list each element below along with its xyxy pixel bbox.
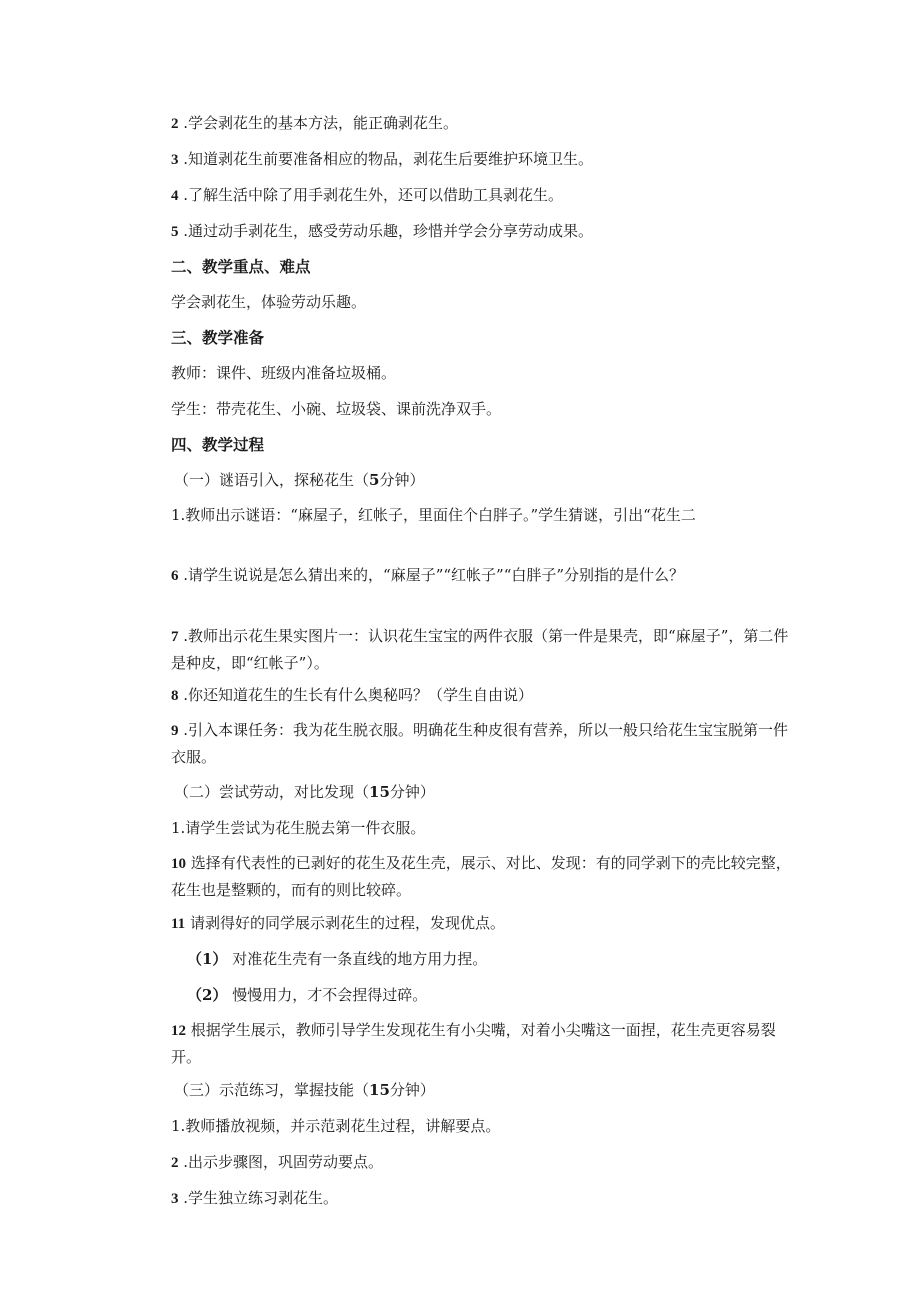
prep-student: 学生：带壳花生、小碗、垃圾袋、课前洗净双手。 [171, 400, 502, 418]
part3-step1: 1.教师播放视频，并示范剥花生过程，讲解要点。 [171, 1117, 501, 1135]
item-text: .学会剥花生的基本方法，能正确剥花生。 [178, 114, 459, 132]
part3-heading-minutes: 15 [369, 1081, 390, 1099]
sub-number: （2） [187, 986, 228, 1004]
part1-heading-post: 分钟） [379, 471, 425, 489]
item-number: 11 [171, 916, 186, 932]
objective-4 [171, 186, 791, 205]
part1-step1-text: 1.教师出示谜语：“麻屋子，红帐子，里面住个白胖子。”学生猜谜，引出“花生二 [171, 506, 696, 524]
item-text: 根据学生展示，教师引导学生发现花生有小尖嘴，对着小尖嘴这一面捏，花生壳更容易裂开。 [171, 1021, 776, 1066]
part2-step1: 1.请学生尝试为花生脱去第一件衣服。 [171, 819, 426, 837]
item-text: .请学生说说是怎么猜出来的，“麻屋子”“红帐子”“白胖子”分别指的是什么？ [178, 566, 685, 584]
part2-step10 [171, 850, 791, 903]
part3-step3 [171, 1189, 791, 1208]
part2-heading-post: 分钟） [389, 783, 435, 801]
item-number: 2 [171, 1155, 179, 1171]
item-text: .学生独立练习剥花生。 [178, 1189, 339, 1207]
item-number: 6 [171, 568, 179, 584]
item-text: 选择有代表性的已剥好的花生及花生壳，展示、对比、发现：有的同学剥下的壳比较完整，花生也是整颗的，而有的则比较碎。 [171, 854, 791, 899]
sub-text: 慢慢用力，才不会捏得过碎。 [227, 986, 428, 1004]
key-points-text: 学会剥花生，体验劳动乐趣。 [171, 293, 367, 311]
item-text: .你还知道花生的生长有什么奥秘吗？（学生自由说） [178, 686, 534, 704]
part1-step1 [171, 506, 821, 524]
prep-heading: 三、教学准备 [171, 328, 265, 347]
part3-step2 [171, 1153, 791, 1172]
part2-sub1 [187, 950, 807, 968]
item-text: 请剥得好的同学展示剥花生的过程，发现优点。 [185, 914, 505, 932]
process-heading: 四、教学过程 [171, 435, 265, 454]
sub-text: 对准花生壳有一条直线的地方用力捏。 [227, 950, 488, 968]
part3-heading-pre: （三）示范练习，掌握技能（ [174, 1081, 370, 1099]
objective-3 [171, 150, 791, 169]
part1-heading-minutes: 5 [369, 471, 380, 489]
part2-step11 [171, 914, 791, 933]
part2-heading-pre: （二）尝试劳动，对比发现（ [174, 783, 370, 801]
item-number: 5 [171, 224, 179, 240]
part1-heading-pre: （一）谜语引入，探秘花生（ [174, 471, 370, 489]
item-number: 12 [171, 1023, 186, 1039]
item-number: 10 [171, 856, 186, 872]
part1-heading [174, 471, 794, 489]
item-text: .教师出示花生果实图片一：认识花生宝宝的两件衣服（第一件是果壳，即“麻屋子”，第二件是种皮，即“红帐子”）。 [171, 627, 789, 672]
part1-step7 [171, 623, 791, 676]
key-points-heading: 二、教学重点、难点 [171, 257, 311, 276]
objective-5 [171, 222, 791, 241]
part1-step9 [171, 717, 791, 770]
part3-heading-post: 分钟） [389, 1081, 435, 1099]
item-text: .了解生活中除了用手剥花生外，还可以借助工具剥花生。 [178, 186, 564, 204]
item-number: 7 [171, 629, 179, 645]
item-number: 9 [171, 723, 179, 739]
item-number: 8 [171, 688, 179, 704]
part2-step12 [171, 1017, 791, 1070]
part2-heading [174, 783, 794, 801]
item-text: .引入本课任务：我为花生脱衣服。明确花生种皮很有营养，所以一般只给花生宝宝脱第一件衣服。 [171, 721, 789, 766]
part2-sub2 [187, 986, 807, 1004]
part1-step6 [171, 562, 791, 589]
prep-teacher: 教师：课件、班级内准备垃圾桶。 [171, 364, 397, 382]
item-number: 4 [171, 188, 179, 204]
item-text: .出示步骤图，巩固劳动要点。 [178, 1153, 384, 1171]
part1-step8 [171, 686, 791, 705]
item-number: 3 [171, 152, 179, 168]
part2-heading-minutes: 15 [369, 783, 390, 801]
item-number: 2 [171, 116, 179, 132]
item-text: .通过动手剥花生，感受劳动乐趣，珍惜并学会分享劳动成果。 [178, 222, 594, 240]
objective-2 [171, 114, 791, 133]
sub-number: （1） [187, 950, 228, 968]
item-number: 3 [171, 1191, 179, 1207]
part3-heading [174, 1081, 794, 1099]
item-text: .知道剥花生前要准备相应的物品，剥花生后要维护环境卫生。 [178, 150, 594, 168]
